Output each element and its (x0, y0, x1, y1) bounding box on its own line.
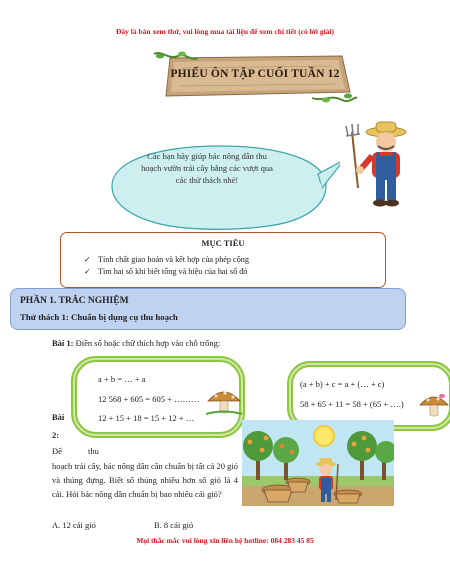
challenge-title: Thử thách 1: Chuẩn bị dụng cụ thu hoạch (20, 312, 178, 322)
section-banner (10, 288, 406, 330)
equation-left-2: 12 568 + 605 = 605 + ……… (98, 394, 200, 404)
exercise-2-number: 2: (52, 430, 60, 440)
section-title: PHẦN 1. TRẮC NGHIỆM (20, 296, 129, 306)
answer-option-a[interactable]: A. 12 cái giỏ (52, 520, 96, 530)
page-title: PHIẾU ÔN TẬP CUỐI TUẦN 12 (170, 68, 340, 80)
objectives-list (84, 254, 249, 278)
exercise-2-label: Bài (52, 412, 65, 422)
equation-right-2: 58 + 65 + 11 = 58 + (65 + ….) (300, 399, 404, 409)
exercise-1-instruction: Điền số hoặc chữ thích hợp vào chỗ trống: (75, 338, 221, 348)
equation-right-1: (a + b) + c = a + (… + c) (300, 379, 385, 389)
exercise-2-word: thu (88, 446, 99, 456)
objective-item: ✓ Tìm hai số khi biết tổng và hiệu của hai số đó (84, 266, 249, 278)
farmer-illustration (344, 118, 420, 210)
exercise-1-prompt (52, 338, 220, 348)
preview-notice: Đây là bản xem thử, vui lòng mua tài liệu để xem chi tiết (có lời giải) (115, 27, 335, 36)
answer-option-b[interactable]: B. 8 cái giỏ (154, 520, 194, 530)
bubble-text: Các bạn hãy giúp bác nông dân thu hoạch vườn trái cây bằng các vượt qua các thử thách nhé! (141, 151, 273, 185)
hotline-notice: Mọi thắc mắc vui lòng xin liên hệ hotline: 084 283 45 85 (136, 536, 314, 545)
orchard-scene-illustration (242, 420, 394, 506)
objective-item: ✓ Tính chất giao hoán và kết hợp của phép cộng (84, 254, 249, 266)
equation-left-1: a + b = … + a (98, 374, 146, 384)
exercise-1-label: Bài 1: (52, 338, 74, 348)
objectives-heading: MỤC TIÊU (201, 238, 245, 248)
mushroom-decoration (418, 392, 450, 418)
exercise-2-word: Để (52, 446, 62, 456)
equation-left-3: 12 + 15 + 18 = 15 + 12 + … (98, 413, 195, 423)
mushroom-decoration (206, 387, 242, 415)
exercise-2-text: hoạch trái cây, bác nông dân cần chuẩn bị tất cả 20 giỏ và thúng đựng. Biết số thúng nhiều hơn số giỏ là 4 cái. Hỏi bác nông dân chuẩn bị bao nhiêu cái giỏ? (52, 461, 238, 499)
